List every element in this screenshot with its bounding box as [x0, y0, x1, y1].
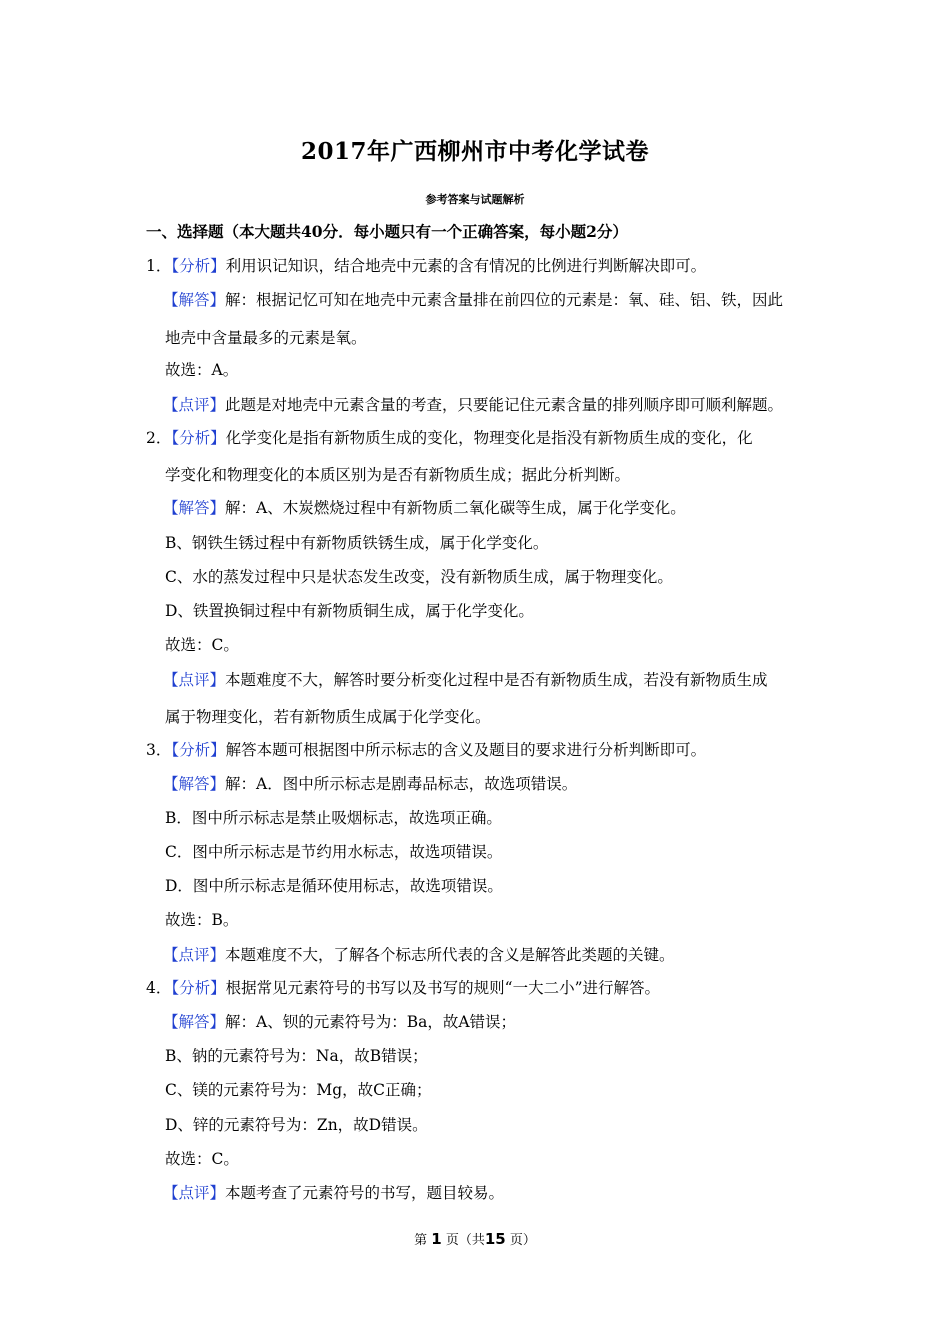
page-footer	[0, 1229, 950, 1248]
analysis-tag: 【分析】	[171, 741, 226, 759]
comment-text: 本题难度不大，了解各个标志所代表的含义是解答此类题的关键。	[225, 946, 675, 964]
answer-text: D．图中所示标志是循环使用标志，故选项错误。	[165, 877, 503, 895]
question-number: 4．	[146, 979, 172, 997]
comment-tag: 【点评】	[163, 396, 226, 414]
question-4-analysis-line	[146, 978, 660, 998]
comment-text: 此题是对地壳中元素含量的考查，只要能记住元素含量的排列顺序即可顺利解题。	[225, 396, 784, 414]
comment-tag: 【点评】	[163, 671, 226, 689]
answer-tag: 【解答】	[163, 291, 226, 309]
answer-text: 解：A．图中所示标志是剧毒品标志，故选项错误。	[225, 775, 578, 793]
question-number: 1．	[146, 257, 172, 275]
answer-text: B、钢铁生锈过程中有新物质铁锈生成，属于化学变化。	[165, 534, 549, 552]
question-4-answer-line	[163, 1012, 516, 1032]
analysis-text: 学变化和物理变化的本质区别为是否有新物质生成；据此分析判断。	[165, 466, 631, 484]
answer-text: C、镁的元素符号为：Mg，故C正确；	[165, 1081, 432, 1099]
comment-text: 属于物理变化，若有新物质生成属于化学变化。	[165, 708, 491, 726]
analysis-tag: 【分析】	[171, 979, 226, 997]
page-title: 2017年广西柳州市中考化学试卷	[300, 138, 649, 165]
answer-choice: 故选：B。	[165, 911, 239, 929]
analysis-text: 利用识记知识，结合地壳中元素的含有情况的比例进行判断解决即可。	[225, 257, 707, 275]
question-4-comment-line	[163, 1183, 504, 1203]
answer-tag: 【解答】	[163, 1013, 226, 1031]
question-2-comment-line	[163, 670, 768, 690]
question-2-analysis-line	[146, 428, 753, 448]
analysis-text: 解答本题可根据图中所示标志的含义及题目的要求进行分析判断即可。	[225, 741, 707, 759]
footer-page-number: 1	[431, 1230, 442, 1248]
question-1-comment-line	[163, 395, 783, 415]
question-1-analysis-line	[146, 256, 706, 276]
footer-suffix: 页）	[509, 1233, 536, 1248]
question-3-comment-line	[163, 945, 675, 965]
answer-choice: 故选：C。	[165, 1150, 239, 1168]
footer-prefix: 第	[414, 1233, 428, 1248]
question-number: 3．	[146, 741, 172, 759]
answer-text: D、铁置换铜过程中有新物质铜生成，属于化学变化。	[165, 602, 534, 620]
question-number: 2．	[146, 429, 172, 447]
page-subtitle: 参考答案与试题解析	[425, 193, 525, 206]
comment-tag: 【点评】	[163, 1184, 226, 1202]
question-3-analysis-line	[146, 740, 706, 760]
answer-text: B、钠的元素符号为：Na，故B错误；	[165, 1047, 428, 1065]
section-heading: 一、选择题（本大题共40分．每小题只有一个正确答案，每小题2分）	[146, 222, 628, 241]
answer-text: 解：根据记忆可知在地壳中元素含量排在前四位的元素是：氧、硅、铝、铁，因此	[225, 291, 784, 309]
question-1-answer-line	[163, 290, 783, 310]
analysis-text: 根据常见元素符号的书写以及书写的规则“一大二小”进行解答。	[225, 979, 660, 997]
analysis-tag: 【分析】	[171, 257, 226, 275]
answer-text: 解：A、木炭燃烧过程中有新物质二氧化碳等生成，属于化学变化。	[225, 499, 686, 517]
answer-text: C．图中所示标志是节约用水标志，故选项错误。	[165, 843, 503, 861]
answer-text: C、水的蒸发过程中只是状态发生改变，没有新物质生成，属于物理变化。	[165, 568, 673, 586]
comment-tag: 【点评】	[163, 946, 226, 964]
answer-tag: 【解答】	[163, 775, 226, 793]
question-2-answer-line	[163, 498, 686, 518]
analysis-tag: 【分析】	[171, 429, 226, 447]
answer-tag: 【解答】	[163, 499, 226, 517]
footer-middle: 页（共	[445, 1233, 485, 1248]
answer-text: D、锌的元素符号为：Zn，故D错误。	[165, 1116, 428, 1134]
footer-total-pages: 15	[484, 1230, 506, 1248]
question-3-answer-line	[163, 774, 577, 794]
comment-text: 本题考查了元素符号的书写，题目较易。	[225, 1184, 505, 1202]
answer-choice: 故选：C。	[165, 636, 239, 654]
analysis-text: 化学变化是指有新物质生成的变化，物理变化是指没有新物质生成的变化，化	[225, 429, 753, 447]
answer-choice: 故选：A。	[165, 361, 239, 379]
answer-text: B．图中所示标志是禁止吸烟标志，故选项正确。	[165, 809, 502, 827]
answer-text: 解：A、钡的元素符号为：Ba，故A错误；	[225, 1013, 517, 1031]
answer-text: 地壳中含量最多的元素是氧。	[165, 329, 367, 347]
comment-text: 本题难度不大，解答时要分析变化过程中是否有新物质生成，若没有新物质生成	[225, 671, 768, 689]
